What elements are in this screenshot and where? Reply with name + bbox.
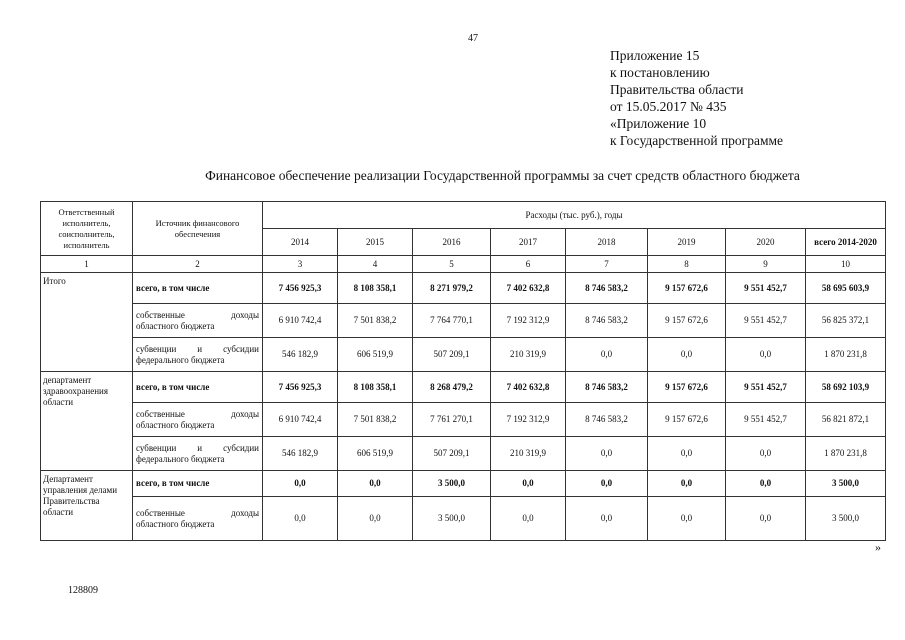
table-row	[41, 497, 886, 541]
value-cell: 7 764 770,1	[413, 304, 491, 338]
value-cell: 56 825 372,1	[806, 304, 886, 338]
column-number: 8	[648, 256, 726, 273]
appendix-line: к Государственной программе	[610, 133, 784, 148]
value-cell: 6 910 742,4	[263, 304, 338, 338]
source-cell: всего, в том числе	[133, 471, 263, 497]
value-cell: 0,0	[648, 497, 726, 541]
value-cell: 0,0	[566, 437, 648, 471]
value-cell: 3 500,0	[806, 471, 886, 497]
appendix-line: Правительства области	[610, 82, 744, 97]
value-cell: 58 695 603,9	[806, 273, 886, 304]
value-cell: 7 456 925,3	[263, 273, 338, 304]
value-cell: 210 319,9	[491, 338, 566, 372]
appendix-line: «Приложение 10	[610, 116, 707, 131]
value-cell: 7 501 838,2	[338, 304, 413, 338]
value-cell: 9 551 452,7	[726, 304, 806, 338]
value-cell: 58 692 103,9	[806, 372, 886, 403]
header-year: 2014	[263, 229, 338, 256]
table-row	[41, 273, 886, 304]
document-number: 128809	[68, 585, 98, 596]
appendix-line: к постановлению	[610, 65, 710, 80]
value-cell: 0,0	[648, 437, 726, 471]
value-cell: 0,0	[726, 437, 806, 471]
document-title: Финансовое обеспечение реализации Государственной программы за счет средств областного бюджета	[205, 168, 800, 183]
value-cell: 7 402 632,8	[491, 273, 566, 304]
value-cell: 7 501 838,2	[338, 403, 413, 437]
value-cell: 7 192 312,9	[491, 403, 566, 437]
value-cell: 8 108 358,1	[338, 372, 413, 403]
executor-cell: департамент здравоохранения области	[41, 372, 133, 471]
appendix-reference	[610, 47, 783, 149]
source-cell: собственные доходы областного бюджета	[133, 403, 263, 437]
header-year-total: всего 2014-2020	[806, 229, 886, 256]
column-number: 10	[806, 256, 886, 273]
column-number: 9	[726, 256, 806, 273]
value-cell: 0,0	[566, 338, 648, 372]
value-cell: 0,0	[263, 471, 338, 497]
value-cell: 8 746 583,2	[566, 372, 648, 403]
source-cell: всего, в том числе	[133, 273, 263, 304]
header-expenses: Расходы (тыс. руб.), годы	[263, 202, 886, 229]
header-year: 2017	[491, 229, 566, 256]
table-body	[41, 273, 886, 541]
value-cell: 9 551 452,7	[726, 403, 806, 437]
column-number: 6	[491, 256, 566, 273]
header-year: 2018	[566, 229, 648, 256]
page-number: 47	[468, 33, 478, 44]
value-cell: 9 157 672,6	[648, 273, 726, 304]
executor-cell: Итого	[41, 273, 133, 372]
value-cell: 0,0	[726, 497, 806, 541]
value-cell: 0,0	[726, 338, 806, 372]
table-row	[41, 338, 886, 372]
value-cell: 0,0	[726, 471, 806, 497]
value-cell: 9 551 452,7	[726, 273, 806, 304]
table-row	[41, 372, 886, 403]
value-cell: 0,0	[648, 471, 726, 497]
column-number: 1	[41, 256, 133, 273]
value-cell: 9 551 452,7	[726, 372, 806, 403]
value-cell: 6 910 742,4	[263, 403, 338, 437]
source-cell: собственные доходы областного бюджета	[133, 304, 263, 338]
value-cell: 9 157 672,6	[648, 304, 726, 338]
column-number: 7	[566, 256, 648, 273]
value-cell: 0,0	[338, 471, 413, 497]
value-cell: 0,0	[491, 471, 566, 497]
value-cell: 606 519,9	[338, 338, 413, 372]
table-row	[41, 437, 886, 471]
header-year: 2015	[338, 229, 413, 256]
value-cell: 8 271 979,2	[413, 273, 491, 304]
column-number: 2	[133, 256, 263, 273]
value-cell: 3 500,0	[413, 497, 491, 541]
value-cell: 0,0	[648, 338, 726, 372]
value-cell: 0,0	[263, 497, 338, 541]
value-cell: 546 182,9	[263, 437, 338, 471]
header-year: 2020	[726, 229, 806, 256]
source-cell: собственные доходы областного бюджета	[133, 497, 263, 541]
column-number: 5	[413, 256, 491, 273]
value-cell: 0,0	[566, 471, 648, 497]
value-cell: 3 500,0	[806, 497, 886, 541]
appendix-line: Приложение 15	[610, 48, 700, 63]
value-cell: 507 209,1	[413, 338, 491, 372]
value-cell: 9 157 672,6	[648, 403, 726, 437]
source-cell: субвенции и субсидии федерального бюджета	[133, 437, 263, 471]
value-cell: 0,0	[566, 497, 648, 541]
table-row	[41, 403, 886, 437]
executor-cell: Департамент управления делами Правительства области	[41, 471, 133, 541]
header-source: Источник финансового обеспечения	[133, 202, 263, 256]
value-cell: 8 746 583,2	[566, 304, 648, 338]
value-cell: 8 108 358,1	[338, 273, 413, 304]
value-cell: 7 192 312,9	[491, 304, 566, 338]
value-cell: 1 870 231,8	[806, 338, 886, 372]
value-cell: 546 182,9	[263, 338, 338, 372]
value-cell: 7 402 632,8	[491, 372, 566, 403]
value-cell: 56 821 872,1	[806, 403, 886, 437]
continuation-mark: »	[875, 540, 881, 554]
table-row	[41, 471, 886, 497]
source-cell: всего, в том числе	[133, 372, 263, 403]
value-cell: 7 456 925,3	[263, 372, 338, 403]
column-number: 3	[263, 256, 338, 273]
table-row	[41, 304, 886, 338]
column-number: 4	[338, 256, 413, 273]
value-cell: 507 209,1	[413, 437, 491, 471]
value-cell: 7 761 270,1	[413, 403, 491, 437]
source-cell: субвенции и субсидии федерального бюджета	[133, 338, 263, 372]
appendix-line: от 15.05.2017 № 435	[610, 99, 727, 114]
value-cell: 8 746 583,2	[566, 273, 648, 304]
value-cell: 1 870 231,8	[806, 437, 886, 471]
financing-table	[40, 201, 886, 541]
value-cell: 0,0	[338, 497, 413, 541]
value-cell: 0,0	[491, 497, 566, 541]
value-cell: 606 519,9	[338, 437, 413, 471]
column-number-row	[41, 256, 886, 273]
value-cell: 3 500,0	[413, 471, 491, 497]
value-cell: 210 319,9	[491, 437, 566, 471]
value-cell: 9 157 672,6	[648, 372, 726, 403]
header-year: 2016	[413, 229, 491, 256]
value-cell: 8 746 583,2	[566, 403, 648, 437]
value-cell: 8 268 479,2	[413, 372, 491, 403]
table-header	[41, 202, 886, 273]
header-year: 2019	[648, 229, 726, 256]
header-executor: Ответственный исполнитель, соисполнитель, исполнитель	[41, 202, 133, 256]
